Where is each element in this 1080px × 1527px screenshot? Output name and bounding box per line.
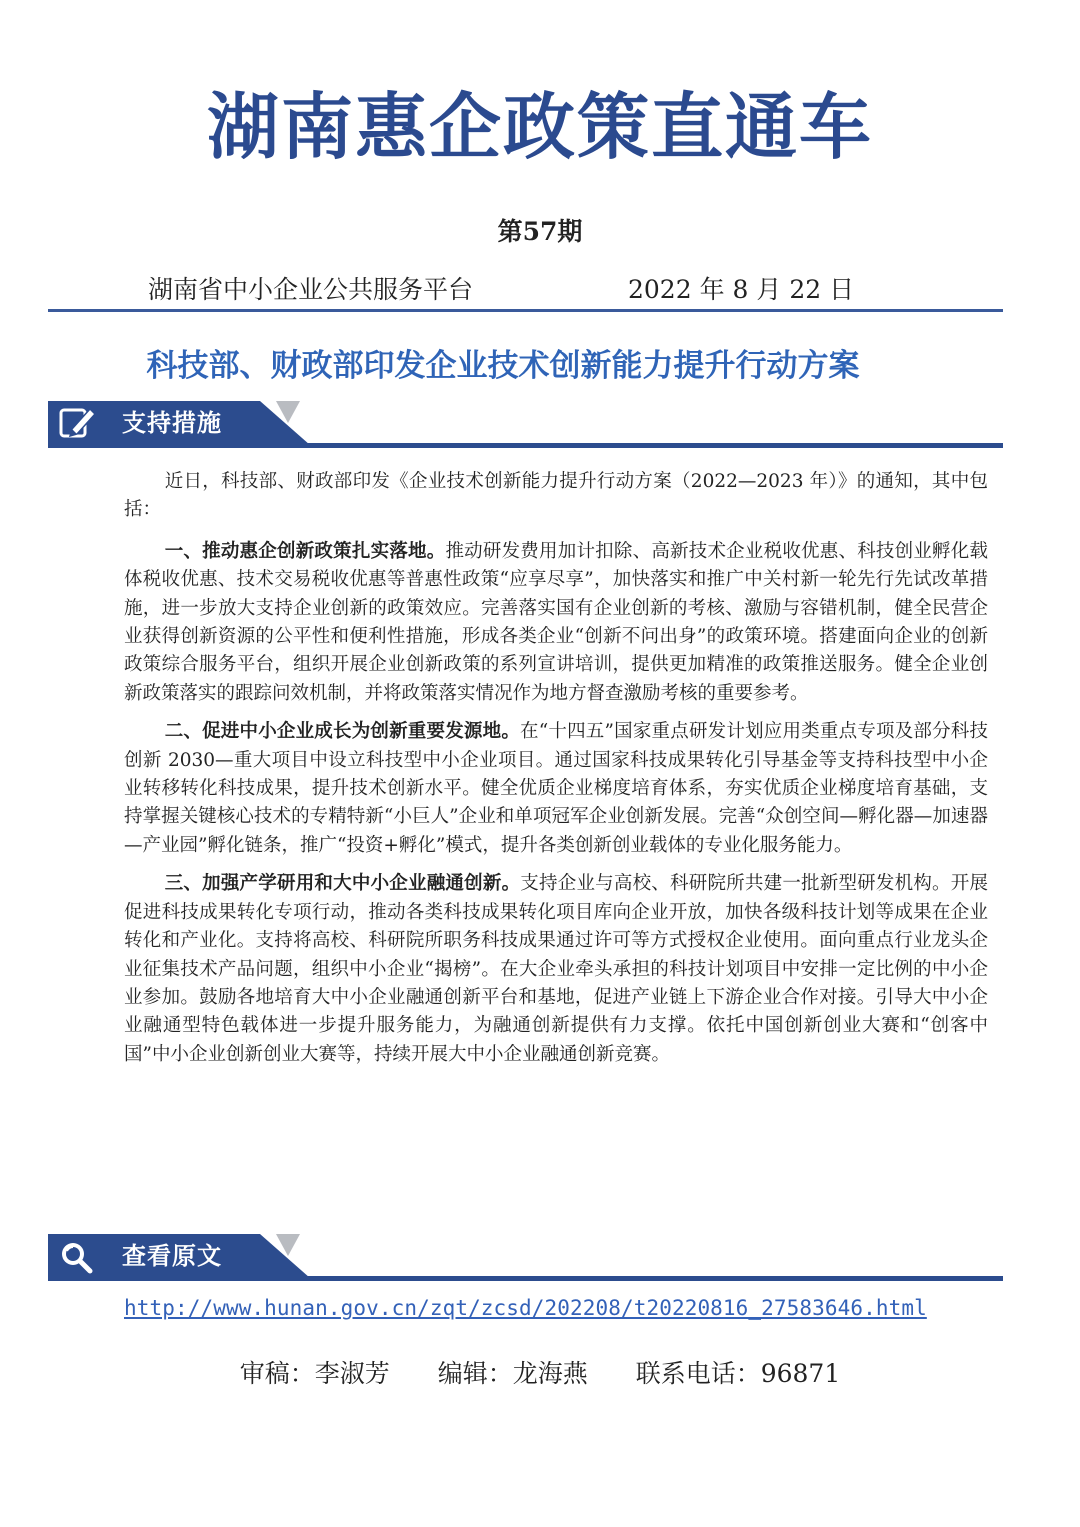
article-body xyxy=(124,468,988,1079)
measure-paragraph-1 xyxy=(124,538,988,708)
header-divider xyxy=(48,309,1003,312)
section-label-support: 支持措施 xyxy=(122,409,222,437)
masthead-title: 湖南惠企政策直通车 xyxy=(206,85,873,169)
measure-text-2: 在“十四五”国家重点研发计划应用类重点专项及部分科技创新 2030—重大项目中设立科技型中小企业项目。通过国家科技成果转化引导基金等支持科技型中小企业转移转化科技成果，提升技术创新水平。健全优质企业梯度培育体系，夯实优质企业梯度培育基础，支持掌握关键核心技术的专精特新“小巨人”企业和单项冠军企业创新发展。完善“众创空间—孵化器—加速器—产业园”孵化链条，推广“投资+孵化”模式，提升各类创新创业载体的专业化服务能力。 xyxy=(124,721,988,856)
section-banner-source xyxy=(48,1234,1003,1282)
measure-heading-2: 二、促进中小企业成长为创新重要发源地。 xyxy=(164,721,521,743)
measure-text-1: 推动研发费用加计扣除、高新技术企业税收优惠、科技创业孵化载体税收优惠、技术交易税收优惠等普惠性政策“应享尽享”，加快落实和推广中关村新一轮先行先试改革措施，进一步放大支持企业创新的政策效应。完善落实国有企业创新的考核、激励与容错机制，健全民营企业获得创新资源的公平性和便利性措施，形成各类企业“创新不问出身”的政策环境。搭建面向企业的创新政策综合服务平台，组织开展企业创新政策的系列宣讲培训，提供更加精准的政策推送服务。健全企业创新政策落实的跟踪问效机制，并将政策落实情况作为地方督查激励考核的重要参考。 xyxy=(124,540,988,704)
search-icon xyxy=(56,1238,98,1274)
intro-paragraph: 近日，科技部、财政部印发《企业技术创新能力提升行动方案（2022—2023 年）》的通知，其中包括： xyxy=(124,471,988,521)
source-link[interactable]: http://www.hunan.gov.cn/zqt/zcsd/202208/t20220816_27583646.html xyxy=(124,1296,927,1320)
measure-text-3: 支持企业与高校、科研院所共建一批新型研发机构。开展促进科技成果转化专项行动，推动各类科技成果转化项目库向企业开放，加快各级科技计划等成果在企业转化和产业化。支持将高校、科研院所职务科技成果通过许可等方式授权企业使用。面向重点行业龙头企业征集技术产品问题，组织中小企业“揭榜”。在大企业牵头承担的科技计划项目中安排一定比例的中小企业参加。鼓励各地培育大中小企业融通创新平台和基地，促进产业链上下游企业合作对接。引导大中小企业融通型特色载体进一步提升服务能力，为融通创新提供有力支撑。依托中国创新创业大赛和“创客中国”中小企业创新创业大赛等，持续开展大中小企业融通创新竞赛。 xyxy=(124,873,988,1065)
measure-paragraph-2 xyxy=(124,718,988,860)
credits-line xyxy=(0,1354,1080,1390)
section-banner-support xyxy=(48,401,1003,449)
reviewer-credit: 审稿：李淑芳 xyxy=(239,1359,390,1388)
article-title: 科技部、财政部印发企业技术创新能力提升行动方案 xyxy=(146,348,860,384)
section-label-source: 查看原文 xyxy=(122,1242,222,1270)
publish-date: 2022 年 8 月 22 日 xyxy=(628,275,855,304)
banner-underline xyxy=(48,443,1003,448)
editor-credit: 编辑：龙海燕 xyxy=(437,1359,588,1388)
measure-heading-3: 三、加强产学研用和大中小企业融通创新。 xyxy=(164,873,521,895)
issue-number: 第57期 xyxy=(497,217,583,246)
pencil-edit-icon xyxy=(56,405,98,441)
measure-paragraph-3 xyxy=(124,870,988,1069)
banner-underline xyxy=(48,1276,1003,1281)
publisher-name: 湖南省中小企业公共服务平台 xyxy=(148,275,474,304)
measure-heading-1: 一、推动惠企创新政策扎实落地。 xyxy=(164,540,446,562)
contact-phone: 联系电话：96871 xyxy=(635,1359,841,1388)
